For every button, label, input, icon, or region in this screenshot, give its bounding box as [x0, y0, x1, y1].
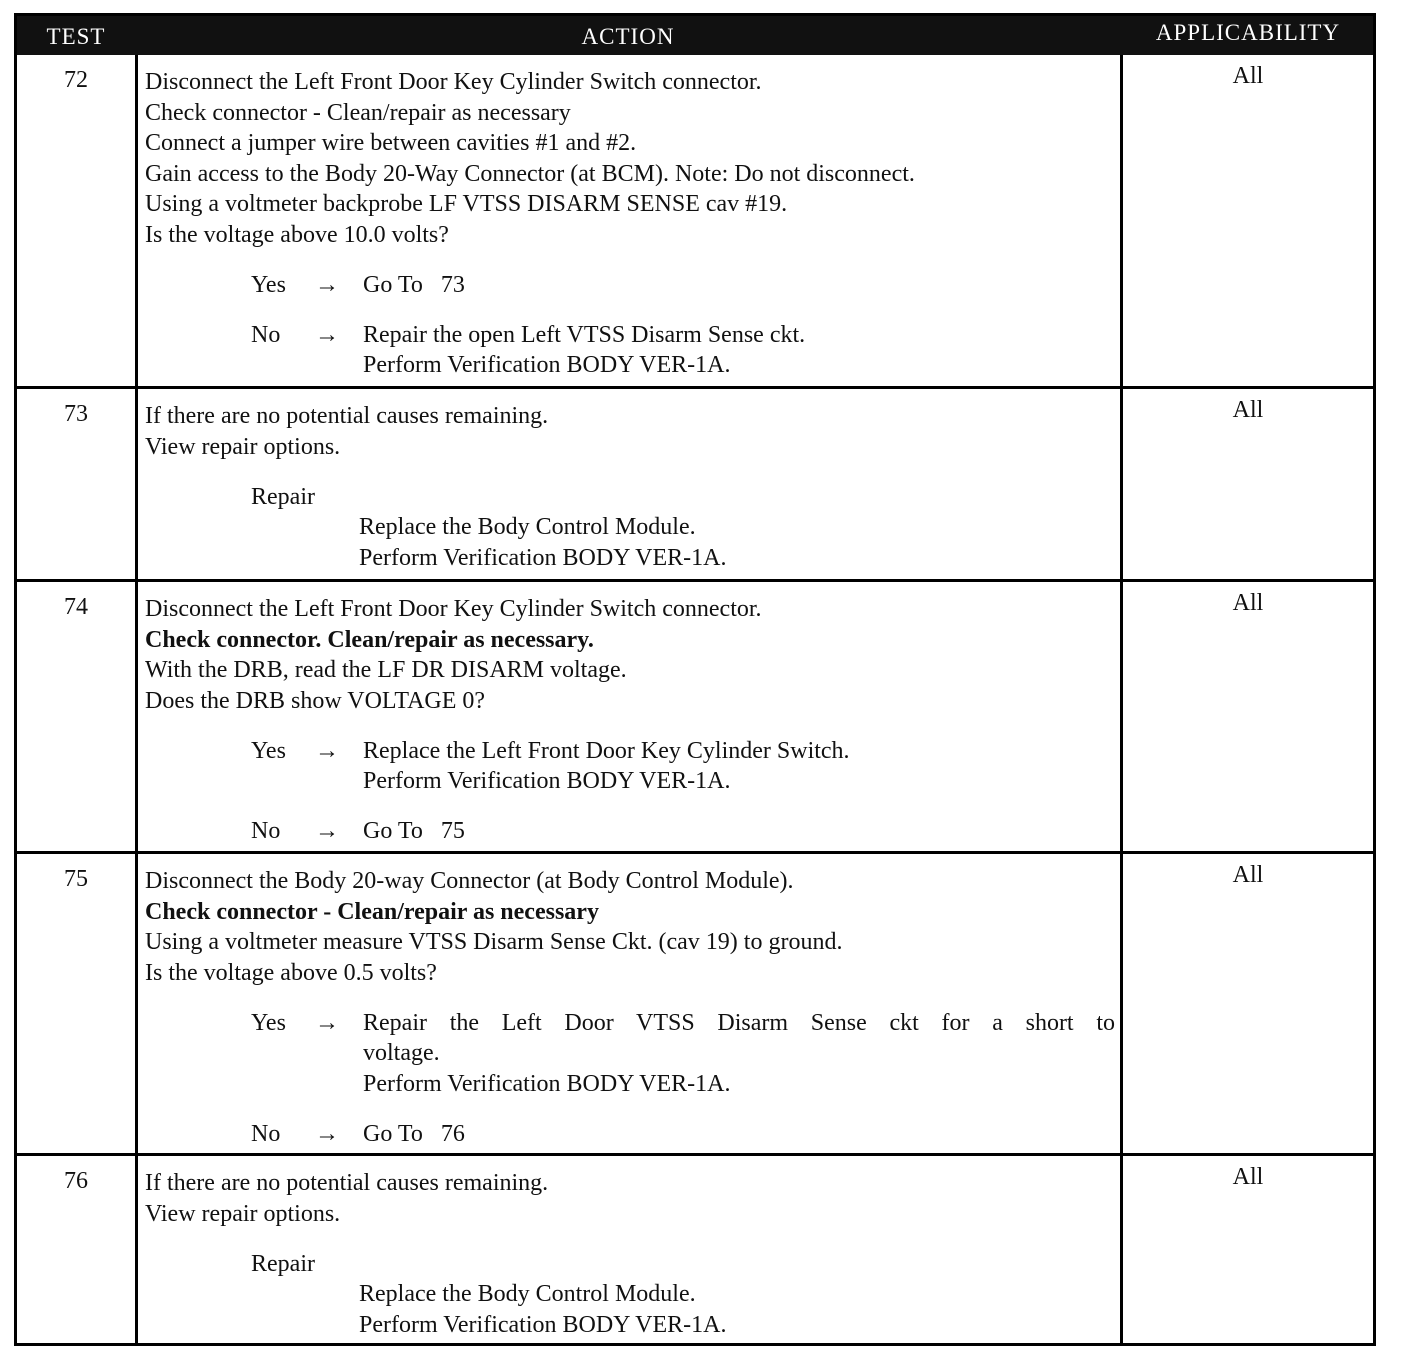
table-row-75 [17, 854, 1373, 1156]
no-label: No [251, 1120, 281, 1147]
applicability-value: All [1232, 1164, 1264, 1190]
arrow-right-icon: → [315, 1009, 339, 1036]
table-row-74 [17, 582, 1373, 854]
applicability-value: All [1232, 862, 1264, 888]
no-label: No [251, 818, 281, 844]
no-result: Repair the open Left VTSS Disarm Sense ckt. [363, 321, 806, 348]
repair-line: Replace the Body Control Module. [359, 514, 696, 540]
yes-label: Yes [251, 271, 286, 298]
action-line: If there are no potential causes remaining. [145, 403, 549, 429]
yes-response [145, 1008, 1115, 1039]
yes-response [145, 736, 1115, 767]
column-divider [135, 55, 138, 1343]
column-divider [1120, 55, 1123, 1343]
header-test: TEST [46, 24, 106, 49]
yes-result-verification: Perform Verification BODY VER-1A. [363, 768, 731, 794]
action-line: Check connector - Clean/repair as necessary [145, 99, 571, 126]
action-line: Is the voltage above 10.0 volts? [145, 221, 449, 248]
header-action: ACTION [581, 24, 675, 49]
action-text [145, 67, 1115, 381]
no-result: Go To 76 [363, 1120, 465, 1147]
table-header [17, 16, 1373, 55]
action-line-bold: Check connector - Clean/repair as necessary [145, 898, 599, 925]
action-line: Does the DRB show VOLTAGE 0? [145, 687, 486, 714]
action-line-bold: Check connector. Clean/repair as necessary. [145, 626, 594, 653]
no-response [145, 320, 1115, 351]
action-line: Using a voltmeter backprobe LF VTSS DISARM SENSE cav #19. [145, 191, 788, 217]
test-number: 74 [64, 594, 88, 620]
arrow-right-icon: → [315, 737, 339, 764]
no-response [145, 816, 1115, 847]
action-line: Disconnect the Body 20-way Connector (at Body Control Module). [145, 868, 794, 894]
yes-result: Go To 73 [363, 271, 465, 298]
action-line: Using a voltmeter measure VTSS Disarm Sense Ckt. (cav 19) to ground. [145, 929, 843, 955]
applicability-value: All [1232, 590, 1264, 616]
arrow-right-icon: → [315, 1120, 339, 1147]
action-line: Gain access to the Body 20-Way Connector (at BCM). Note: Do not disconnect. [145, 160, 915, 187]
header-applicability: APPLICABILITY [1155, 20, 1341, 45]
no-response [145, 1119, 1115, 1150]
action-line: Connect a jumper wire between cavities #1 and #2. [145, 130, 637, 156]
repair-line: Replace the Body Control Module. [359, 1281, 696, 1307]
action-text [145, 1168, 1115, 1340]
no-result-verification: Perform Verification BODY VER-1A. [363, 352, 731, 378]
yes-result: Repair the Left Door VTSS Disarm Sense ckt for a short to [363, 1009, 1115, 1036]
repair-line: Perform Verification BODY VER-1A. [359, 544, 727, 571]
applicability-value: All [1232, 63, 1264, 89]
repair-line: Perform Verification BODY VER-1A. [359, 1311, 727, 1338]
table-row-76 [17, 1156, 1373, 1346]
no-label: No [251, 321, 281, 348]
diagnostic-table [14, 13, 1376, 1346]
action-line: Disconnect the Left Front Door Key Cylinder Switch connector. [145, 596, 762, 622]
test-number: 75 [64, 866, 88, 892]
yes-result-cont: voltage. [363, 1040, 440, 1066]
action-line: Disconnect the Left Front Door Key Cylinder Switch connector. [145, 69, 762, 95]
arrow-right-icon: → [315, 271, 339, 298]
action-line: With the DRB, read the LF DR DISARM voltage. [145, 657, 627, 683]
yes-label: Yes [251, 737, 286, 764]
arrow-right-icon: → [315, 818, 339, 844]
action-line: Is the voltage above 0.5 volts? [145, 959, 437, 986]
yes-result: Replace the Left Front Door Key Cylinder Switch. [363, 737, 850, 764]
action-text [145, 401, 1115, 573]
table-row-73 [17, 389, 1373, 582]
test-number: 72 [64, 67, 88, 93]
action-line: View repair options. [145, 433, 341, 460]
yes-response [145, 270, 1115, 301]
action-line: If there are no potential causes remaining. [145, 1170, 549, 1196]
action-line: View repair options. [145, 1200, 341, 1227]
table-row-72 [17, 55, 1373, 389]
test-number: 73 [64, 401, 88, 427]
arrow-right-icon: → [315, 321, 339, 348]
test-number: 76 [64, 1168, 88, 1194]
no-result: Go To 75 [363, 818, 465, 844]
yes-label: Yes [251, 1009, 286, 1036]
action-text [145, 594, 1115, 847]
applicability-value: All [1232, 397, 1264, 423]
repair-label: Repair [251, 483, 315, 510]
action-text [145, 866, 1115, 1149]
yes-result-verification: Perform Verification BODY VER-1A. [363, 1070, 731, 1097]
repair-label: Repair [251, 1250, 315, 1277]
